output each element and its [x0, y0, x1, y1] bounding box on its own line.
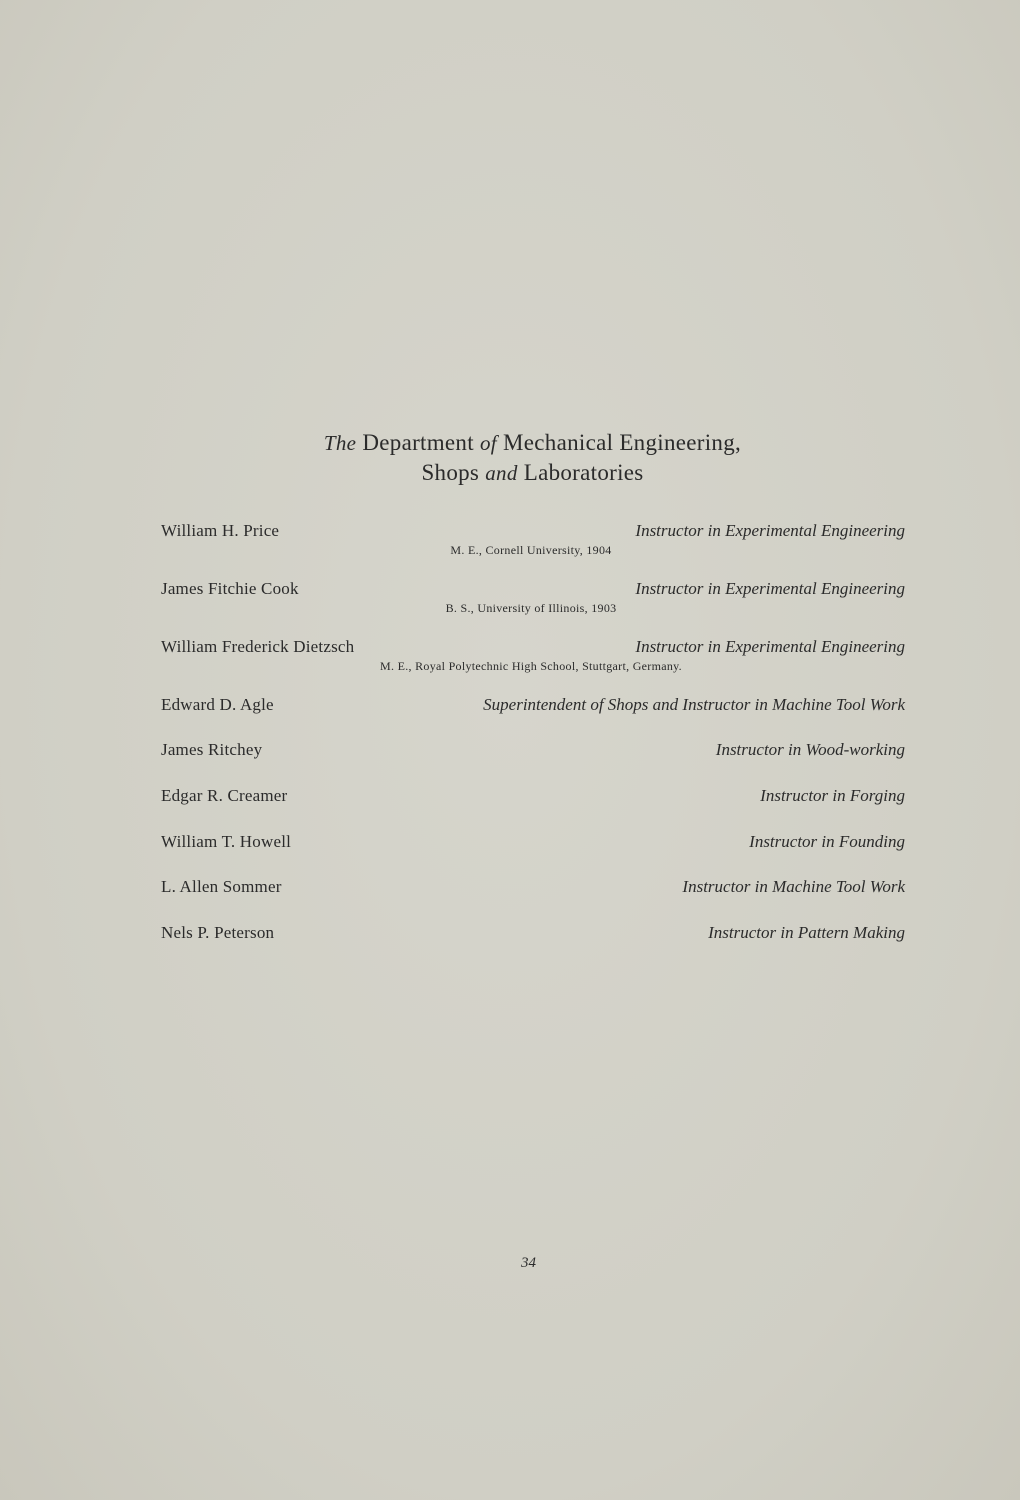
- staff-role: Instructor in Experimental Engineering: [635, 521, 905, 540]
- staff-role: Instructor in Wood-working: [715, 740, 905, 759]
- title-of: of: [480, 431, 497, 455]
- title-and: and: [485, 461, 518, 485]
- staff-name: Edgar R. Creamer: [161, 786, 288, 805]
- title-the: The: [323, 431, 357, 455]
- staff-name: William Frederick Dietzsch: [161, 637, 355, 656]
- staff-name: James Fitchie Cook: [161, 579, 299, 598]
- staff-degree: B. S., University of Illinois, 1903: [445, 601, 617, 615]
- title-mechanical-engineering: Mechanical Engineering,: [503, 430, 742, 455]
- title-shops: Shops: [421, 460, 480, 485]
- title-laboratories: Laboratories: [523, 460, 644, 485]
- staff-name: William H. Price: [161, 521, 280, 540]
- staff-name: L. Allen Sommer: [161, 877, 282, 896]
- staff-name: William T. Howell: [161, 832, 292, 851]
- staff-role: Instructor in Forging: [760, 786, 905, 805]
- page-title-line-2: [0, 460, 1020, 486]
- staff-role: Instructor in Pattern Making: [708, 923, 905, 942]
- staff-name: Edward D. Agle: [161, 695, 274, 714]
- staff-role: Instructor in Experimental Engineering: [635, 637, 905, 656]
- staff-role: Superintendent of Shops and Instructor in Machine Tool Work: [483, 695, 905, 714]
- page-number: 34: [521, 1255, 536, 1271]
- staff-role: Instructor in Experimental Engineering: [635, 579, 905, 598]
- staff-degree: M. E., Royal Polytechnic High School, Stuttgart, Germany.: [380, 659, 682, 673]
- staff-role: Instructor in Machine Tool Work: [682, 877, 905, 896]
- staff-degree: M. E., Cornell University, 1904: [450, 543, 612, 557]
- staff-name: Nels P. Peterson: [161, 923, 275, 942]
- page-title-line-1: [0, 430, 1020, 456]
- staff-name: James Ritchey: [161, 740, 263, 759]
- staff-role: Instructor in Founding: [749, 832, 905, 851]
- title-department: Department: [362, 430, 474, 455]
